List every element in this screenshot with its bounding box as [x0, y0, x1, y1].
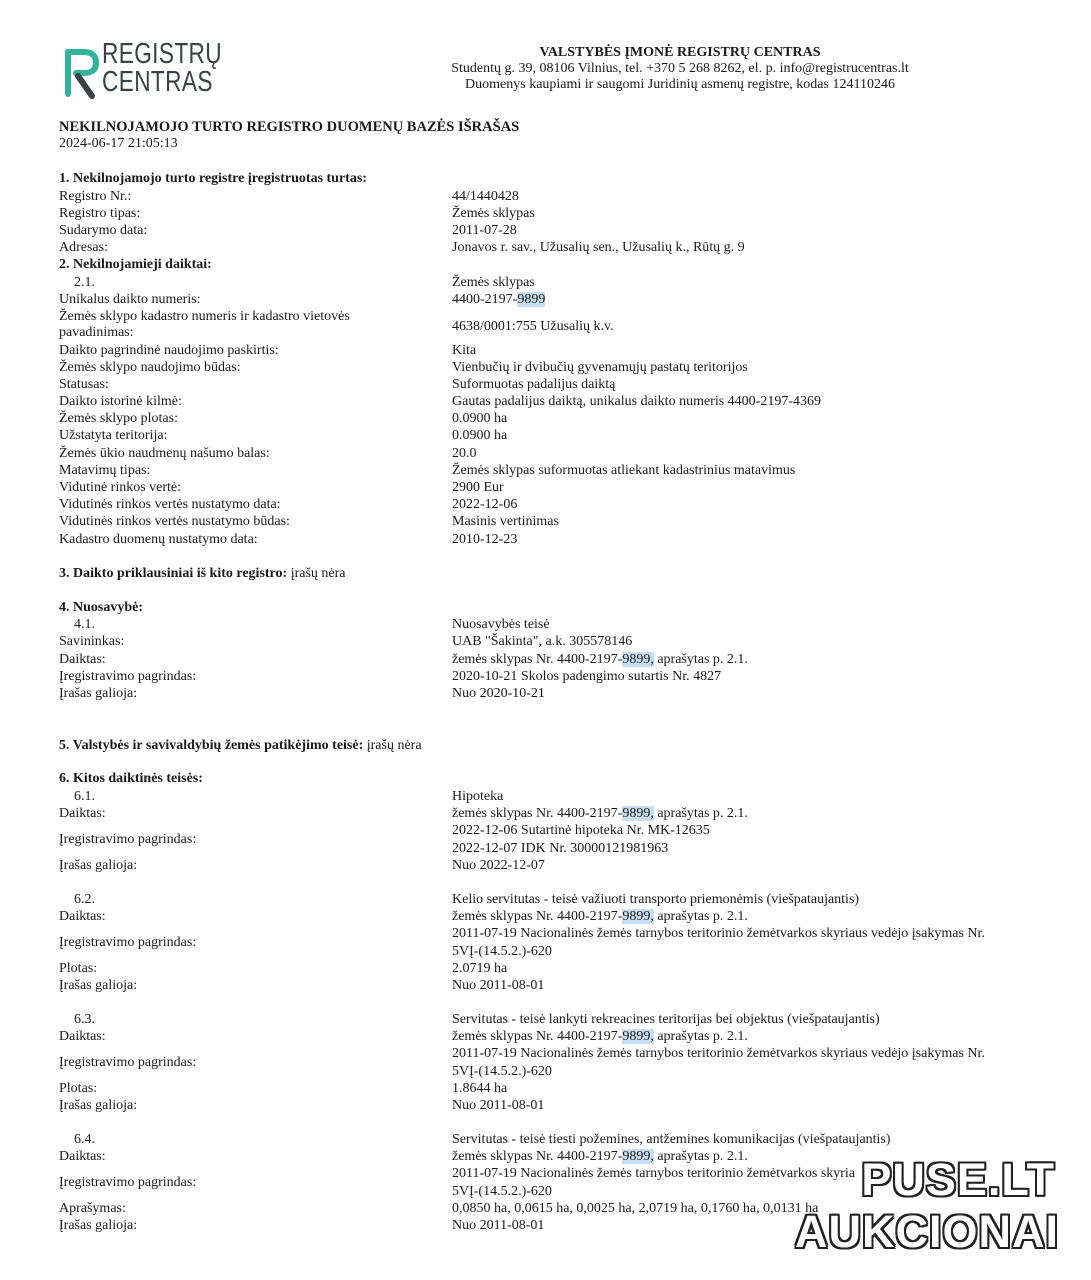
item-suffix: aprašytas p. 2.1.: [653, 652, 748, 667]
entry-number: 4.1.: [74, 617, 95, 632]
unique-number-prefix: 4400-2197-: [452, 292, 518, 307]
field-label: Žemės ūkio naudmenų našumo balas:: [59, 446, 270, 461]
watermark-line2: AUKCIONAI: [795, 1206, 1059, 1257]
field-value: 2011-07-28: [452, 223, 517, 238]
field-value: Gautas padalijus daiktą, unikalus daikto numeris 4400-2197-4369: [452, 394, 821, 409]
field-value: Jonavos r. sav., Užusalių sen., Užusalių k., Rūtų g. 9: [452, 240, 745, 255]
item-prefix: žemės sklypas Nr. 4400-2197-: [452, 1029, 623, 1044]
field-label: Unikalus daikto numeris:: [59, 292, 201, 307]
field-label: Kadastro duomenų nustatymo data:: [59, 532, 258, 547]
field-label: Įregistravimo pagrindas:: [59, 935, 197, 950]
field-label: Įregistravimo pagrindas:: [59, 669, 197, 684]
field-label: Savininkas:: [59, 634, 125, 649]
document-title: NEKILNOJAMOJO TURTO REGISTRO DUOMENŲ BAZĖS IŠRAŠAS: [59, 119, 520, 135]
item-prefix: žemės sklypas Nr. 4400-2197-: [452, 1149, 623, 1164]
item-suffix: aprašytas p. 2.1.: [653, 909, 748, 924]
field-label: Daikto pagrindinė naudojimo paskirtis:: [59, 343, 279, 358]
field-label: Įrašas galioja:: [59, 1218, 138, 1233]
field-value: [452, 292, 1042, 307]
field-value: 0,0850 ha, 0,0615 ha, 0,0025 ha, 2,0719 ha, 0,1760 ha, 0,0131 ha: [452, 1201, 819, 1216]
field-value: 2022-12-06 Sutartinė hipoteka Nr. MK-12635: [452, 823, 710, 838]
field-value: Suformuotas padalijus daiktą: [452, 377, 616, 392]
entry-type: Servitutas - teisė lankyti rekreacines teritorijas bei objektus (viešpataujantis): [452, 1012, 880, 1027]
section-3-title: [59, 566, 346, 582]
item-prefix: žemės sklypas Nr. 4400-2197-: [452, 806, 623, 821]
field-value: Vienbučių ir dvibučių gyvenamųjų pastatų teritorijos: [452, 360, 748, 375]
field-value: 2011-07-19 Nacionalinės žemės tarnybos teritorinio žemėtvarkos skyriaus vedėjo įsakymas Nr.: [452, 926, 985, 941]
field-label: Žemės sklypo plotas:: [59, 411, 178, 426]
entry-number: 2.1.: [74, 275, 95, 290]
section-3-heading: 3. Daikto priklausiniai iš kito registro:: [59, 566, 288, 581]
field-label: Aprašymas:: [59, 1201, 126, 1216]
entry-type: Žemės sklypas: [452, 275, 535, 290]
field-label: Užstatyta teritorija:: [59, 428, 168, 443]
field-value: Nuo 2011-08-01: [452, 978, 545, 993]
field-label: Žemės sklypo kadastro numeris ir kadastro vietovės: [59, 309, 350, 324]
section-4-title: 4. Nuosavybė:: [59, 600, 144, 615]
field-label: Vidutinės rinkos vertės nustatymo būdas:: [59, 514, 290, 529]
entry-number: 6.2.: [74, 892, 95, 907]
item-highlight: 9899,: [622, 806, 654, 821]
field-label: Daikto istorinė kilmė:: [59, 394, 182, 409]
logo-line2: CENTRAS: [102, 66, 213, 98]
field-label: Daiktas:: [59, 806, 106, 821]
field-value: 2010-12-23: [452, 532, 518, 547]
entry-type: Nuosavybės teisė: [452, 617, 550, 632]
field-label: Daiktas:: [59, 1149, 106, 1164]
field-value: 1.8644 ha: [452, 1081, 508, 1096]
field-label: Daiktas:: [59, 909, 106, 924]
field-label: Įrašas galioja:: [59, 1098, 138, 1113]
item-suffix: aprašytas p. 2.1.: [653, 806, 748, 821]
field-value: 5VĮ-(14.5.2.)-620: [452, 1064, 552, 1079]
field-label: Įrašas galioja:: [59, 686, 138, 701]
item-highlight: 9899,: [622, 1149, 654, 1164]
section-5-title: [59, 738, 422, 754]
field-label: Adresas:: [59, 240, 108, 255]
entry-number: 6.1.: [74, 789, 95, 804]
field-value: 44/1440428: [452, 189, 519, 204]
entry-type: Kelio servitutas - teisė važiuoti transporto priemonėmis (viešpataujantis): [452, 892, 860, 907]
field-value: 5VĮ-(14.5.2.)-620: [452, 944, 552, 959]
section-3-none: įrašų nėra: [287, 566, 346, 581]
field-value: UAB "Šakinta", a.k. 305578146: [452, 634, 633, 649]
entry-type: Servitutas - teisė tiesti požemines, antžemines komunikacijas (viešpataujantis): [452, 1132, 891, 1147]
header-org: VALSTYBĖS ĮMONĖ REGISTRŲ CENTRAS: [539, 45, 821, 60]
field-value: Nuo 2022-12-07: [452, 858, 545, 873]
field-value: Žemės sklypas suformuotas atliekant kadastrinius matavimus: [452, 463, 796, 478]
item-prefix: žemės sklypas Nr. 4400-2197-: [452, 909, 623, 924]
field-value: 2900 Eur: [452, 480, 504, 495]
section-2-title: 2. Nekilnojamieji daiktai:: [59, 257, 212, 272]
entry-number: 6.3.: [74, 1012, 95, 1027]
document-date: 2024-06-17 21:05:13: [59, 136, 178, 151]
field-value: 2022-12-07 IDK Nr. 30000121981963: [452, 841, 669, 856]
item-suffix: aprašytas p. 2.1.: [653, 1149, 748, 1164]
field-value: [452, 1029, 1042, 1044]
field-label: Daiktas:: [59, 1029, 106, 1044]
field-label: Žemės sklypo naudojimo būdas:: [59, 360, 241, 375]
field-value: Nuo 2011-08-01: [452, 1098, 545, 1113]
section-5-none: įrašų nėra: [363, 738, 422, 753]
field-value: Nuo 2020-10-21: [452, 686, 545, 701]
field-label: Statusas:: [59, 377, 109, 392]
field-value: 2011-07-19 Nacionalinės žemės tarnybos teritorinio žemėtvarkos skyria: [452, 1166, 856, 1181]
field-label: Plotas:: [59, 1081, 98, 1096]
field-label: Įrašas galioja:: [59, 858, 138, 873]
field-label: Plotas:: [59, 961, 98, 976]
field-value: Kita: [452, 343, 477, 358]
field-label: pavadinimas:: [59, 325, 134, 340]
field-value: [452, 909, 1042, 924]
field-label: Sudarymo data:: [59, 223, 148, 238]
field-label: Matavimų tipas:: [59, 463, 151, 478]
field-label: Vidutinės rinkos vertės nustatymo data:: [59, 497, 281, 512]
field-value: Masinis vertinimas: [452, 514, 559, 529]
entry-type: Hipoteka: [452, 789, 504, 804]
watermark-line1: PUSE.LT: [861, 1154, 1055, 1205]
field-value: 2020-10-21 Skolos padengimo sutartis Nr. 4827: [452, 669, 722, 684]
field-value: [452, 652, 1042, 667]
field-label: Įregistravimo pagrindas:: [59, 1175, 197, 1190]
field-label: Įregistravimo pagrindas:: [59, 832, 197, 847]
section-6-title: 6. Kitos daiktinės teisės:: [59, 771, 203, 786]
section-5-heading: 5. Valstybės ir savivaldybių žemės patikėjimo teisė:: [59, 738, 364, 753]
item-prefix: žemės sklypas Nr. 4400-2197-: [452, 652, 623, 667]
field-value: Žemės sklypas: [452, 206, 535, 221]
section-1-title: 1. Nekilnojamojo turto registre įregistruotas turtas:: [59, 171, 367, 186]
item-highlight: 9899,: [622, 1029, 654, 1044]
field-value: 20.0: [452, 446, 477, 461]
item-highlight: 9899,: [622, 909, 654, 924]
field-label: Įregistravimo pagrindas:: [59, 1055, 197, 1070]
entry-number: 6.4.: [74, 1132, 95, 1147]
field-value: 4638/0001:755 Užusalių k.v.: [452, 319, 614, 334]
field-value: 2.0719 ha: [452, 961, 508, 976]
field-label: Vidutinė rinkos vertė:: [59, 480, 182, 495]
field-value: 2011-07-19 Nacionalinės žemės tarnybos teritorinio žemėtvarkos skyriaus vedėjo įsakymas Nr.: [452, 1046, 985, 1061]
field-value: 5VĮ-(14.5.2.)-620: [452, 1184, 552, 1199]
item-suffix: aprašytas p. 2.1.: [653, 1029, 748, 1044]
header-note: Duomenys kaupiami ir saugomi Juridinių asmenų registre, kodas 124110246: [465, 77, 895, 92]
field-value: Nuo 2011-08-01: [452, 1218, 545, 1233]
field-value: 0.0900 ha: [452, 428, 508, 443]
item-highlight: 9899,: [622, 652, 654, 667]
logo-text: [102, 40, 222, 96]
field-label: Daiktas:: [59, 652, 106, 667]
logo-line1: REGISTRŲ: [102, 38, 222, 70]
field-label: Įrašas galioja:: [59, 978, 138, 993]
field-value: 0.0900 ha: [452, 411, 508, 426]
field-value: 2022-12-06: [452, 497, 518, 512]
field-label: Registro tipas:: [59, 206, 141, 221]
field-label: Registro Nr.:: [59, 189, 132, 204]
header-address: Studentų g. 39, 08106 Vilnius, tel. +370 5 268 8262, el. p. info@registrucentras.lt: [451, 61, 909, 76]
field-value: [452, 806, 1042, 821]
unique-number-highlight: 9899: [517, 292, 546, 307]
